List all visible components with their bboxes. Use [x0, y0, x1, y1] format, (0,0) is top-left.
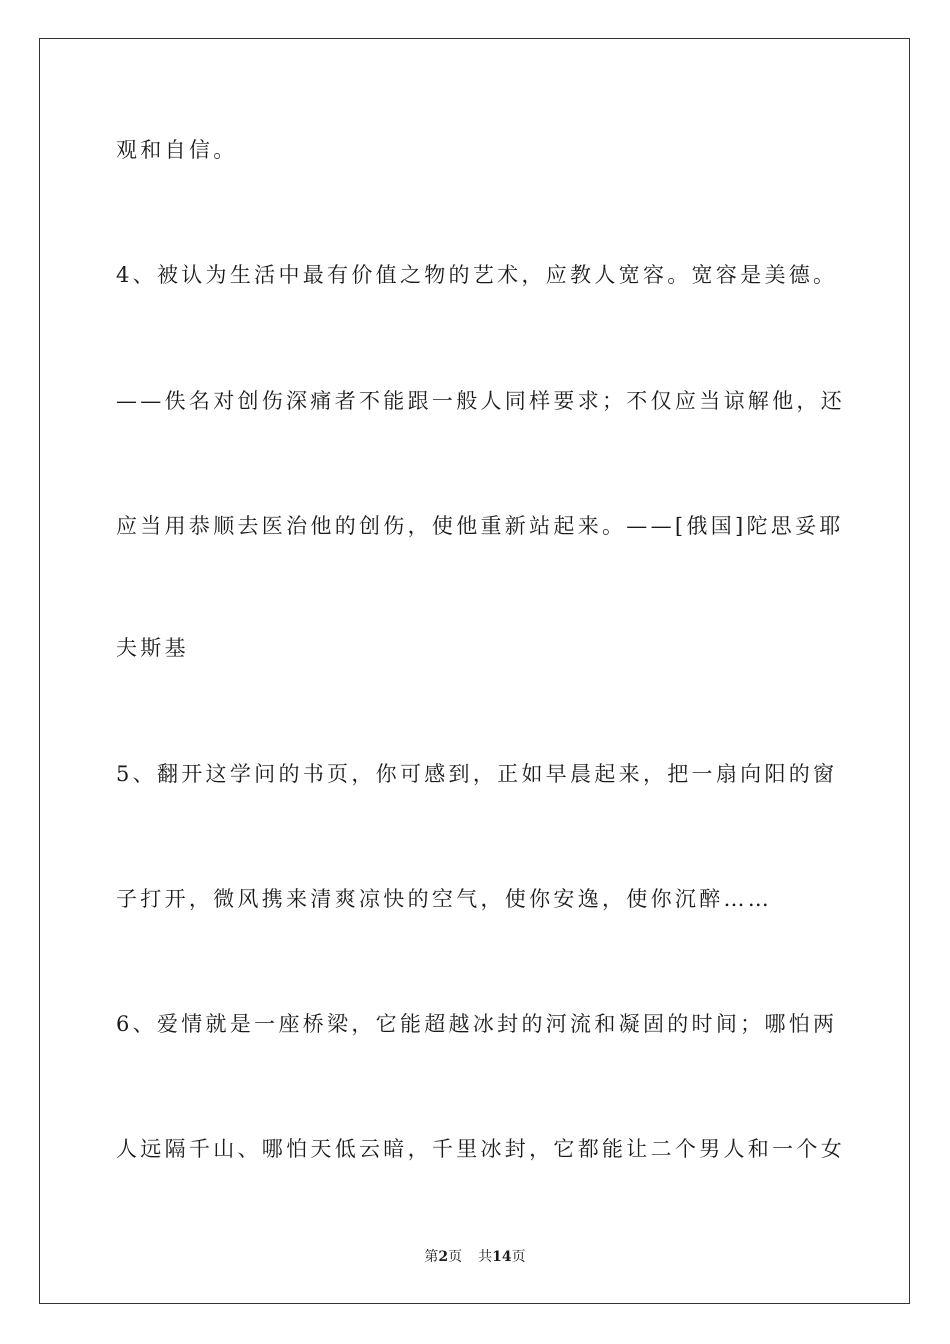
page-border: [39, 38, 910, 1304]
page-footer: [0, 1248, 950, 1266]
footer-prefix: 第: [424, 1249, 439, 1265]
text-line: 6、爱情就是一座桥梁，它能超越冰封的河流和凝固的时间；哪怕两: [116, 1012, 838, 1036]
footer-total-suffix: 页: [511, 1249, 526, 1265]
text-line: 子打开，微风携来清爽凉快的空气，使你安逸，使你沉醉……: [116, 887, 773, 911]
total-page-count: 14: [492, 1249, 512, 1265]
current-page-number: 2: [438, 1249, 449, 1265]
text-line: 观和自信。: [116, 138, 238, 162]
footer-page-suffix: 页: [448, 1249, 463, 1265]
text-line: 人远隔千山、哪怕天低云暗，千里冰封，它都能让二个男人和一个女: [116, 1137, 845, 1161]
text-line: 应当用恭顺去医治他的创伤，使他重新站起来。——[俄国]陀思妥耶: [116, 514, 844, 538]
text-line: 4、被认为生活中最有价值之物的艺术，应教人宽容。宽容是美德。: [116, 263, 838, 287]
text-line: ——佚名对创伤深痛者不能跟一般人同样要求；不仅应当谅解他，还: [116, 389, 845, 413]
text-line: 5、翻开这学问的书页，你可感到，正如早晨起来，把一扇向阳的窗: [116, 762, 838, 786]
footer-total-prefix: 共: [478, 1249, 493, 1265]
text-line: 夫斯基: [116, 636, 189, 660]
